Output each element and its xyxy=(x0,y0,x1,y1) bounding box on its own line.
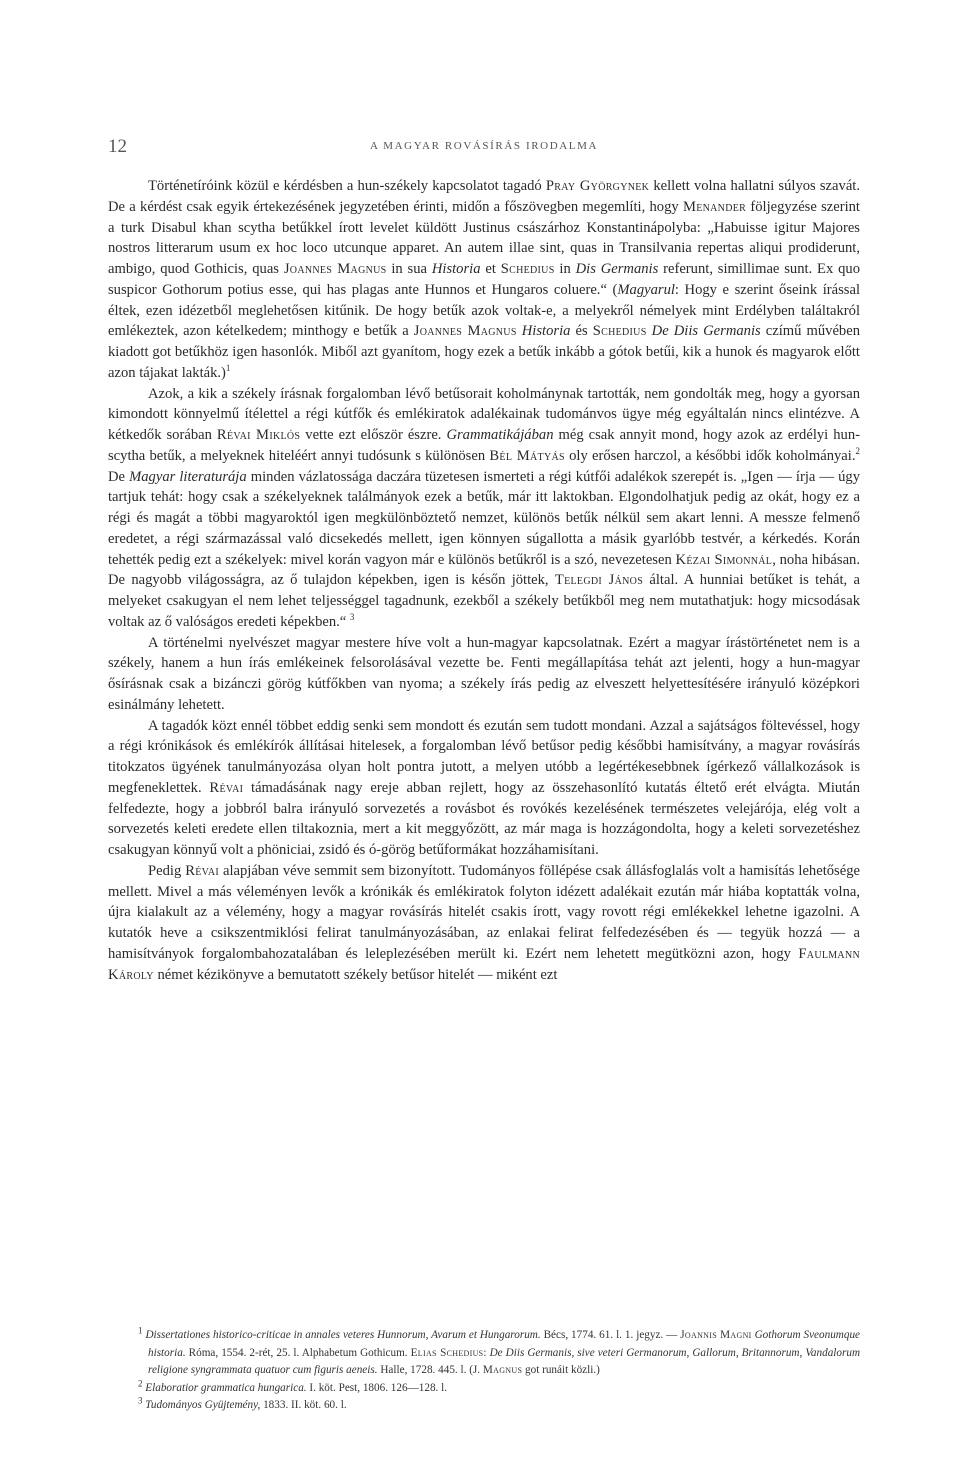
footnotes xyxy=(108,1327,860,1415)
footnote-marker: 1 xyxy=(138,1325,143,1336)
paragraph xyxy=(108,716,860,861)
paragraph xyxy=(108,176,860,384)
text-run: alapjában véve semmit sem bizonyított. Tudományos föllépése csak állásfoglalás volt a hamisítás lehetősége mellett. Mivel a más véleményen levők a krónikák és emlékiratok folyton idézett adalékait ezután már hiába koptatták volna, újra kialakult az a vélemény, hogy a magyar rovásírás hitelét csakis írott, vagy rovott régi emlékekkel lehetne igazolni. A kutatók heve a csikszentmiklósi felirat tanulmányozásában, az enlakai felirat felfedezésében és — tegyük hozzá — a hamisítványok forgalombahozatalában és leleplezésében merült ki. Ezért nem lehetett megütközni azon, hogy xyxy=(108,862,860,962)
italic-run: Tudományos Gyüjtemény, xyxy=(145,1399,261,1411)
text-run: följegyzése szerint a turk Disabul khan scytha betűkkel írott levelet küldött Justinus császárhoz Konstantinápolyba: „Habuisse igitur Majores nostros litterarum usum ex hoc loco utcunque apparet. An autem illae sint, quas in Transilvania repertas aliqui prodiderunt, ambigo, quod Gothicis, quas xyxy=(108,198,860,277)
small-caps-name: Joannes Magnus xyxy=(413,323,517,340)
text-run: támadásának nagy ereje abban rejlett, hogy az összehasonlító kutatás éltető erét elvágta. Miután felfedezte, hogy a jobbról balra irányuló sorvezetés a rovásbot és rovókés kezelésének természetes velejárója, elég volt a sorvezetés keleti eredete ellen tiltakoznia, mert a kit meggyőzött, az már maga is hozzágondolta, hogy a keleti sorvezetéshez csakugyan könnyű volt a phöniciai, zsidó és ó-görög betűformákat hozzáhamisítani. xyxy=(108,779,861,858)
text-run: Pedig xyxy=(148,862,186,879)
text-run: és xyxy=(570,323,593,340)
small-caps-name: Joannis Magni xyxy=(680,1329,752,1341)
italic-run: Magyarul xyxy=(617,281,675,298)
small-caps-name: Elias Schedius xyxy=(410,1346,484,1359)
page-number: 12 xyxy=(108,136,127,157)
page-header xyxy=(108,136,860,160)
small-caps-name: Révai xyxy=(209,779,244,796)
italic-run: Gothorum Sveonumque historia. xyxy=(148,1329,861,1359)
text-run: : xyxy=(483,1346,490,1359)
small-caps-name: Schedius xyxy=(592,323,647,340)
paragraph xyxy=(108,633,860,716)
small-caps-name: Magnus xyxy=(482,1364,523,1376)
text-run: I. köt. Pest, 1806. 126—128. l. xyxy=(306,1381,448,1394)
italic-run: Dissertationes historico-criticae in annales veteres Hunnorum, Avarum et Hungarorum. xyxy=(145,1329,541,1341)
footnote xyxy=(108,1397,860,1415)
small-caps-name: Menander xyxy=(682,198,747,215)
text-run: Azok, a kik a székely írásnak forgalomban lévő betűsorait koholmánynak tartották, nem gondolták meg, hogy a gyorsan kimondott könnyelmű ítélettel a régi kútfők és emlékiratok adalékainak tudománvos ügye még egyáltalán nincs elintézve. A kétkedők sorában xyxy=(108,385,860,443)
small-caps-name: Bél Mátyás xyxy=(489,447,565,464)
text-run: Történetíróink közül e kérdésben a hun-székely kapcsolatot tagadó xyxy=(148,178,546,194)
text-run: által. A hunniai betűket is tehát, a melyeket csakugyan el nem lehet teljességgel tagadnunk, ezekből a székely betűkből meg nem mutathatjuk: hogy micsodásak voltak az ő valóságos eredeti képekben.“ xyxy=(108,572,860,630)
small-caps-name: Kézai Simonnál xyxy=(675,551,773,568)
text-run: minden vázlatossága daczára tüzetesen ismerteti a régi kútfői adalékok szerepét is. „Igen — írja — úgy tartjuk tehát: hogy csak a székelyeknek találmányok ezek a betűk, már itt laktokban. Elgondolhatjuk pedig az okát, hogy ez a régi és magát a többi magyaroktól igen megkülönböztető nemzet, különös betűk nélkül sem akart lenni. A messze felmenő eredetet, a régi származással való dicsekedés mellett, igen könnyen súgallotta a másik gyarlóbb testvér, a kérkedés. Korán tehették pedig ezt a székelyek: mivel korán vagyon már e különös betűkről is a szó, nevezetesen xyxy=(108,468,860,568)
small-caps-name: Telegdi János xyxy=(554,572,644,589)
italic-run: De Diis Germanis, sive veteri Germanorum, Gallorum, Britannorum, Vandalorum religione syngrammata quatuor cum figuris aeneis. xyxy=(148,1346,861,1376)
italic-run: Grammatikájában xyxy=(446,427,554,443)
italic-run: Historia xyxy=(521,323,571,340)
footnote-marker: 2 xyxy=(855,445,860,456)
text-run: et xyxy=(480,261,501,277)
text-run: vette ezt először észre. xyxy=(300,427,447,443)
footnote-marker: 3 xyxy=(138,1395,143,1406)
text-run: 1833. II. köt. 60. l. xyxy=(260,1399,347,1411)
text-run: czímű művében kiadott got betűkhöz igen hasonlók. Miből azt gyanítom, hogy ezek a betűk inkább a gótok betűi, kik a hunok és magyarok előtt azon tájakat lakták.) xyxy=(108,323,860,381)
text-run: Róma, 1554. 2-rét, 25. l. Alphabetum Gothicum. xyxy=(185,1346,411,1359)
text-run: A tagadók közt ennél többet eddig senki sem mondott és ezután sem tudott mondani. Azzal a sajátságos föltevéssel, hogy a régi krónikások és emlékírók állításai hitelesek, a forgalomban lévő betűsor pedig későbbi hamisítvány, a magyar rovásírás titokzatos ügyének tanulmányozása olyan holt pontra jutott, a melyen utóbb a legértékesebbnek ígérkező vállalkozások is megfeneklettek. xyxy=(108,717,860,796)
footnote xyxy=(108,1377,860,1398)
footnote-marker: 3 xyxy=(349,611,355,622)
small-caps-name: Joannes Magnus xyxy=(283,261,387,277)
text-run: referunt, simillimae sunt. Ex quo suspicor Gothorum potius esse, qui has plagas ante Hunnos et Hungaros coluere.“ ( xyxy=(108,261,861,298)
text-run: , noha hibásan. De nagyobb világosságra, az ő tulajdon képekben, igen is későn jöttek, xyxy=(108,551,861,589)
footnote-marker: 1 xyxy=(225,362,231,373)
text-run: : Hogy e szerint őseink írással éltek, ezen idézetből meglehetősen kitűnik. De hogy betűk azok voltak-e, a melyekről némelyek mint Erdélyben találtakról emlékeztek, azon kételkedem; minthogy e betűk a xyxy=(108,281,860,340)
italic-run: De Diis Germanis xyxy=(651,323,761,340)
italic-run: Elaboratior grammatica hungarica. xyxy=(145,1381,307,1394)
small-caps-name: Schedius xyxy=(500,261,555,277)
small-caps-name: Faulmann Károly xyxy=(108,945,860,983)
footnote-marker: 2 xyxy=(138,1377,143,1388)
text-run: oly erősen harczol, a későbbi idők koholmányai. xyxy=(564,447,856,464)
text-run: kellett volna hallatni súlyos szavát. De a kérdést csak egyik értekezésének jegyzetében érinti, midőn a főszövegben megemlíti, hogy xyxy=(108,178,860,215)
text-run: De xyxy=(108,468,130,485)
paragraph xyxy=(108,861,860,986)
italic-run: Dis Germanis xyxy=(575,261,659,277)
body-text xyxy=(108,176,860,985)
italic-run: Historia xyxy=(431,261,481,277)
running-head: A MAGYAR ROVÁSÍRÁS IRODALMA xyxy=(369,140,599,152)
text-run: Halle, 1728. 445. l. (J. xyxy=(377,1364,483,1376)
text-run: in xyxy=(554,261,576,277)
small-caps-name: Pray Györgynek xyxy=(545,178,650,194)
text-run: A történelmi nyelvészet magyar mestere híve volt a hun-magyar kapcsolatnak. Ezért a magyar írástörténetet nem is a székely, hanem a hun írás emlékeinek felsorolásával vezette be. Fenti megállapítása tehát azt jelenti, hogy a hun-magyar ősírásnak csak a bizánczi görög kútfőkben van nyoma; a székely írás pedig az elveszett helyettesítésére irányuló középkori esinálmány lehetett. xyxy=(108,634,860,713)
footnote xyxy=(108,1327,860,1380)
italic-run: Magyar literaturája xyxy=(129,468,247,485)
text-run: got runáit közli.) xyxy=(522,1364,600,1376)
small-caps-name: Révai Miklós xyxy=(216,427,301,443)
paragraph xyxy=(108,384,860,633)
small-caps-name: Révai xyxy=(185,862,220,879)
text-run: in sua xyxy=(386,261,432,277)
text-run: még csak annyit mond, hogy azok az erdélyi hun-scytha betűk, a melyeknek hiteléért annyi tudósunk s különösen xyxy=(108,427,860,464)
text-run: Bécs, 1774. 61. l. 1. jegyz. — xyxy=(540,1329,681,1341)
text-run: német kézikönyve a bemutatott székely betűsor hitelét — miként ezt xyxy=(153,966,558,983)
